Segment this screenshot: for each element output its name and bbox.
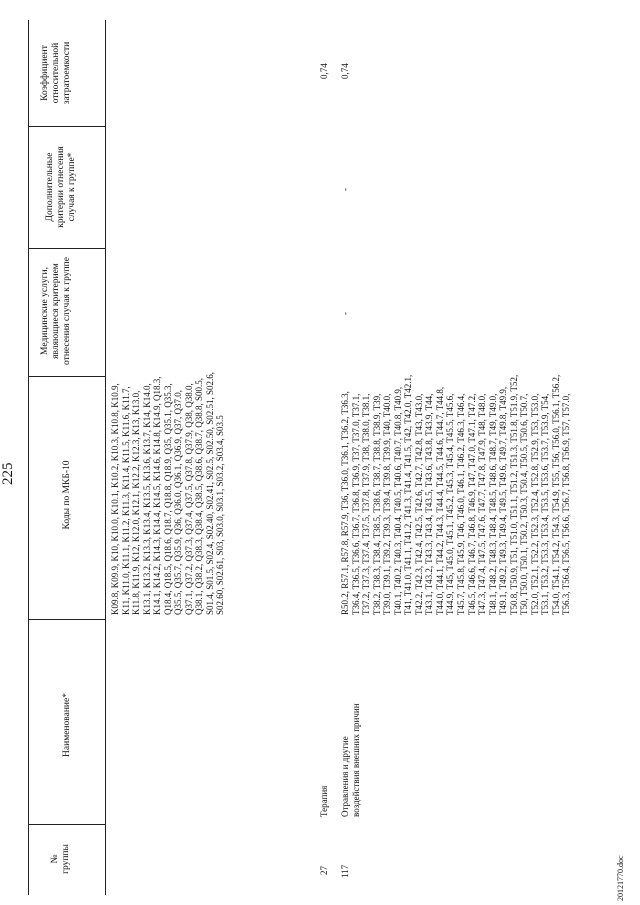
codes-line: K11.8, K11.9, K12, K12.0, K12.1, K12.2, K12.3, K13, K13.0,: [131, 390, 142, 615]
codes-line: T37.2, T37.3, T37.4, T37.5, T37.8, T37.9, T38, T38.0, T38.1,: [361, 393, 372, 615]
codes-line: R50.2, R57.1, R57.8, R57.9, T36, T36.0, T36.1, T36.2, T36.3,: [340, 391, 350, 615]
codes-line: T45.7, T45.8, T45.9, T46, T46.0, T46.1, T46.2, T46.3, T46.4,: [456, 393, 467, 615]
header-group-no: № группы: [50, 844, 71, 874]
row-117-criteria: -: [340, 188, 350, 191]
header-name: Наименование*: [62, 693, 72, 757]
codes-line: K09.8, K09.9, K10, K10.0, K10.1, K10.2, K10.3, K10.8, K10.9,: [110, 383, 120, 615]
codes-line: T52.0, T52.1, T52.2, T52.3, T52.4, T52.8, T52.9, T53, T53.0,: [529, 393, 540, 615]
header-divider-2: [28, 619, 105, 620]
codes-line: T40.1, T40.2, T40.3, T40.4, T40.5, T40.6, T40.7, T40.8, T40.9,: [392, 386, 403, 615]
row-27-number: 27: [319, 866, 329, 875]
page-number: 225: [0, 462, 16, 485]
codes-line: Q35.5, Q35.7, Q35.9, Q36, Q36.0, Q36.1, Q36.9, Q37, Q37.0,: [173, 390, 184, 615]
codes-line: S01.4, S01.5, S02.4, S02.40, S02.41, S02.5, S02.50, S02.51, S02.6,: [204, 371, 215, 615]
codes-line: T39.0, T39.1, T39.2, T39.3, T39.4, T39.8, T39.9, T40, T40.0,: [382, 393, 393, 615]
header-bottom-border: [105, 20, 106, 895]
codes-line: T53.1, T53.2, T53.3, T53.4, T53.5, T53.6, T53.7, T53.9, T54,: [540, 393, 551, 615]
codes-line: T41, T41.0, T41.1, T41.2, T41.3, T41.4, T41.5, T42, T42.0, T42.1,: [403, 374, 414, 615]
header-divider-3: [28, 376, 105, 377]
header-divider-4: [28, 248, 105, 249]
codes-line: Q38.1, Q38.2, Q38.3, Q38.4, Q38.5, Q38.6, Q38.7, Q38.8, S00.5,: [194, 377, 205, 615]
row-117-services: -: [340, 312, 350, 315]
codes-line: T56.3, T56.4, T56.5, T56.6, T56.7, T56.8, T56.9, T57, T57.0,: [561, 393, 572, 615]
row-117-codes-block: [340, 375, 572, 615]
codes-line: T49.1, T49.2, T49.3, T49.4, T49.5, T49.6, T49.7, T49.8, T49.9,: [498, 386, 509, 615]
row-117-name-line1: Отравления и другие: [340, 736, 350, 817]
codes-line: T54.0, T54.1, T54.2, T54.3, T54.9, T55, T56, T56.0, T56.1, T56.2,: [550, 374, 561, 615]
codes-line: T48.1, T48.2, T48.3, T48.4, T48.5, T48.6, T48.7, T49, T49.0,: [487, 393, 498, 615]
codes-line: K13.1, K13.2, K13.3, K13.4, K13.5, K13.6, K13.7, K14, K14.0,: [141, 383, 152, 615]
codes-line: K11, K11.0, K11.1, K11.2, K11.3, K11.4, K11.5, K11.6, K11.7,: [120, 386, 131, 615]
header-codes: Коды по МКБ-10: [62, 460, 72, 530]
continued-codes-block: [110, 372, 226, 615]
codes-line: Q37.1, Q37.2, Q37.3, Q37.4, Q37.5, Q37.8, Q37.9, Q38, Q38.0,: [183, 383, 194, 615]
header-top-border: [28, 20, 29, 895]
codes-line: T44.9, T45, T45.0, T45.1, T45.2, T45.3, T45.4, T45.5, T45.6,: [445, 393, 456, 615]
footer-filename: 20121770.doc: [616, 855, 625, 901]
codes-line: T46.5, T46.6, T46.7, T46.8, T46.9, T47, T47.0, T47.1, T47.2,: [466, 393, 477, 615]
header-divider-5: [28, 126, 105, 127]
header-criteria: Дополнительные критерии отнесения случая к группе*: [45, 146, 77, 228]
row-117-number: 117: [340, 864, 350, 878]
codes-line: Q18.4, Q18.5, Q18.6, Q18.7, Q18.8, Q18.9, Q35, Q35.1, Q35.3,: [162, 383, 173, 615]
header-services: Медицинские услуги, являющиеся критерием отнесения случая к группе: [40, 257, 72, 365]
codes-line: T42.2, T42.3, T42.4, T42.5, T42.6, T42.7, T42.8, T43, T43.0,: [413, 393, 424, 615]
codes-line: T43.1, T43.2, T43.3, T43.4, T43.5, T43.6, T43.8, T43.9, T44,: [424, 393, 435, 615]
codes-line: K14.1, K14.2, K14.3, K14.4, K14.5, K14.6, K14.8, K14.9, Q18.3,: [152, 376, 163, 615]
row-117-name-line2: воздействия внешних причин: [351, 703, 361, 817]
codes-line: T36.4, T36.5, T36.6, T36.7, T36.8, T36.9, T37, T37.0, T37.1,: [350, 393, 361, 615]
header-coef: Коэффициент относительной затратоемкости: [40, 41, 72, 105]
row-117-coef: 0,74: [340, 63, 350, 79]
codes-line: S02.60, S02.61, S03, S03.0, S03.1, S03.2, S03.4, S03.5: [215, 415, 226, 615]
codes-line: T50.8, T50.9, T51, T51.0, T51.1, T51.2, T51.3, T51.8, T51.9, T52,: [508, 374, 519, 615]
row-27-coef: 0,74: [319, 63, 329, 79]
codes-line: T47.3, T47.4, T47.5, T47.6, T47.7, T47.8, T47.9, T48, T48.0,: [477, 393, 488, 615]
codes-line: T44.0, T44.1, T44.2, T44.3, T44.4, T44.5, T44.6, T44.7, T44.8,: [434, 386, 445, 615]
codes-line: T50, T50.0, T50.1, T50.2, T50.3, T50.4, T50.5, T50.6, T50.7,: [519, 393, 530, 615]
header-divider-1: [28, 824, 105, 825]
row-27-name: Терапия: [319, 785, 329, 817]
codes-line: T38.2, T38.3, T38.4, T38.5, T38.6, T38.7, T38.8, T38.9, T39,: [371, 393, 382, 615]
